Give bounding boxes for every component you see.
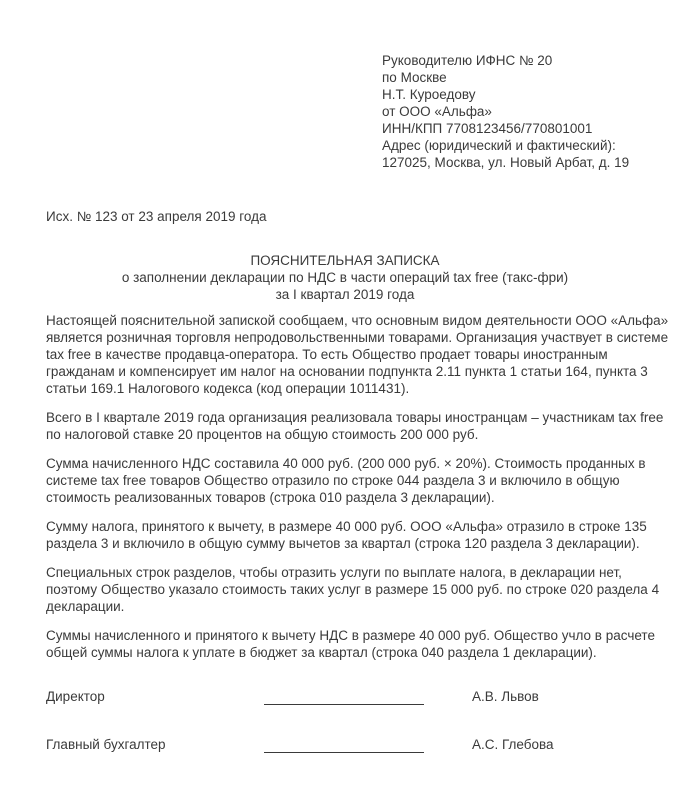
document-title: [40, 252, 650, 303]
text-line: Сумму налога, принятого к вычету, в размере 40 000 руб. ООО «Альфа» отразило в строке 135: [46, 519, 647, 534]
text-line: Всего в I квартале 2019 года организация реализовала товары иностранцам – участникам tax free: [46, 410, 664, 425]
text-line: tax free в качестве продавца-оператора. То есть Общество продает товары иностранным: [46, 347, 608, 362]
signature-line: [264, 752, 424, 753]
paragraph: [46, 312, 669, 397]
text-line: статьи 169.1 Налогового кодекса (код операции 1011431).: [46, 381, 410, 396]
signatory-role: Главный бухгалтер: [46, 737, 166, 752]
addressee-line: 127025, Москва, ул. Новый Арбат, д. 19: [382, 155, 630, 170]
outgoing-reference: Исх. № 123 от 23 апреля 2019 года: [46, 209, 267, 224]
text-line: по налоговой ставке 20 процентов на общую стоимость 200 000 руб.: [46, 427, 479, 442]
text-line: Настоящей пояснительной запиской сообщаем, что основным видом деятельности ООО «Альфа»: [46, 313, 669, 328]
title-period: за I квартал 2019 года: [275, 287, 415, 302]
text-line: поэтому Общество указало стоимость таких услуг в размере 15 000 руб. по строке 020 раздела 4: [46, 582, 660, 597]
signatory-role: Директор: [46, 689, 105, 704]
text-line: гражданам и компенсирует им налог на основании подпункта 2.11 пункта 1 статьи 164, пункта 3: [46, 364, 648, 379]
text-line: Суммы начисленного и принятого к вычету НДС в размере 40 000 руб. Общество учло в расчете: [46, 628, 655, 643]
text-line: Сумма начисленного НДС составила 40 000 руб. (200 000 руб. × 20%). Стоимость проданных в: [46, 456, 646, 471]
document-body: [46, 312, 669, 673]
paragraph: [46, 518, 646, 552]
signatory-name: А.С. Глебова: [472, 737, 554, 752]
signature-line: [264, 704, 424, 705]
signature-row-director: [46, 688, 646, 708]
addressee-line: ИНН/КПП 7708123456/770801001: [382, 121, 593, 136]
title-subtitle: о заполнении декларации по НДС в части операций tax free (такс-фри): [121, 270, 569, 285]
title-heading: ПОЯСНИТЕЛЬНАЯ ЗАПИСКА: [250, 253, 440, 268]
paragraph: [46, 409, 664, 443]
paragraph: [46, 627, 655, 661]
paragraph: [46, 455, 646, 506]
text-line: Специальных строк разделов, чтобы отразить услуги по выплате налога, в декларации нет,: [46, 565, 622, 580]
text-line: декларации.: [46, 599, 125, 614]
signatory-name: А.В. Львов: [472, 689, 539, 704]
addressee-block: [382, 52, 682, 171]
addressee-line: Адрес (юридический и фактический):: [382, 138, 616, 153]
addressee-line: Руководителю ИФНС № 20: [382, 53, 553, 68]
signature-row-accountant: [46, 736, 646, 756]
text-line: системе tax free товаров Общество отразило по строке 044 раздела 3 и включило в общую: [46, 473, 620, 488]
text-line: является розничная торговля непродовольственными товарами. Организация участвует в системе: [46, 330, 669, 345]
text-line: раздела 3 и включило в общую сумму вычетов за квартал (строка 120 раздела 3 декларации).: [46, 536, 640, 551]
text-line: общей суммы налога к уплате в бюджет за квартал (строка 040 раздела 1 декларации).: [46, 645, 597, 660]
text-line: стоимость реализованных товаров (строка 010 раздела 3 декларации).: [46, 490, 495, 505]
addressee-line: от ООО «Альфа»: [382, 104, 492, 119]
paragraph: [46, 564, 660, 615]
addressee-line: Н.Т. Куроедову: [382, 87, 476, 102]
addressee-line: по Москве: [382, 70, 447, 85]
